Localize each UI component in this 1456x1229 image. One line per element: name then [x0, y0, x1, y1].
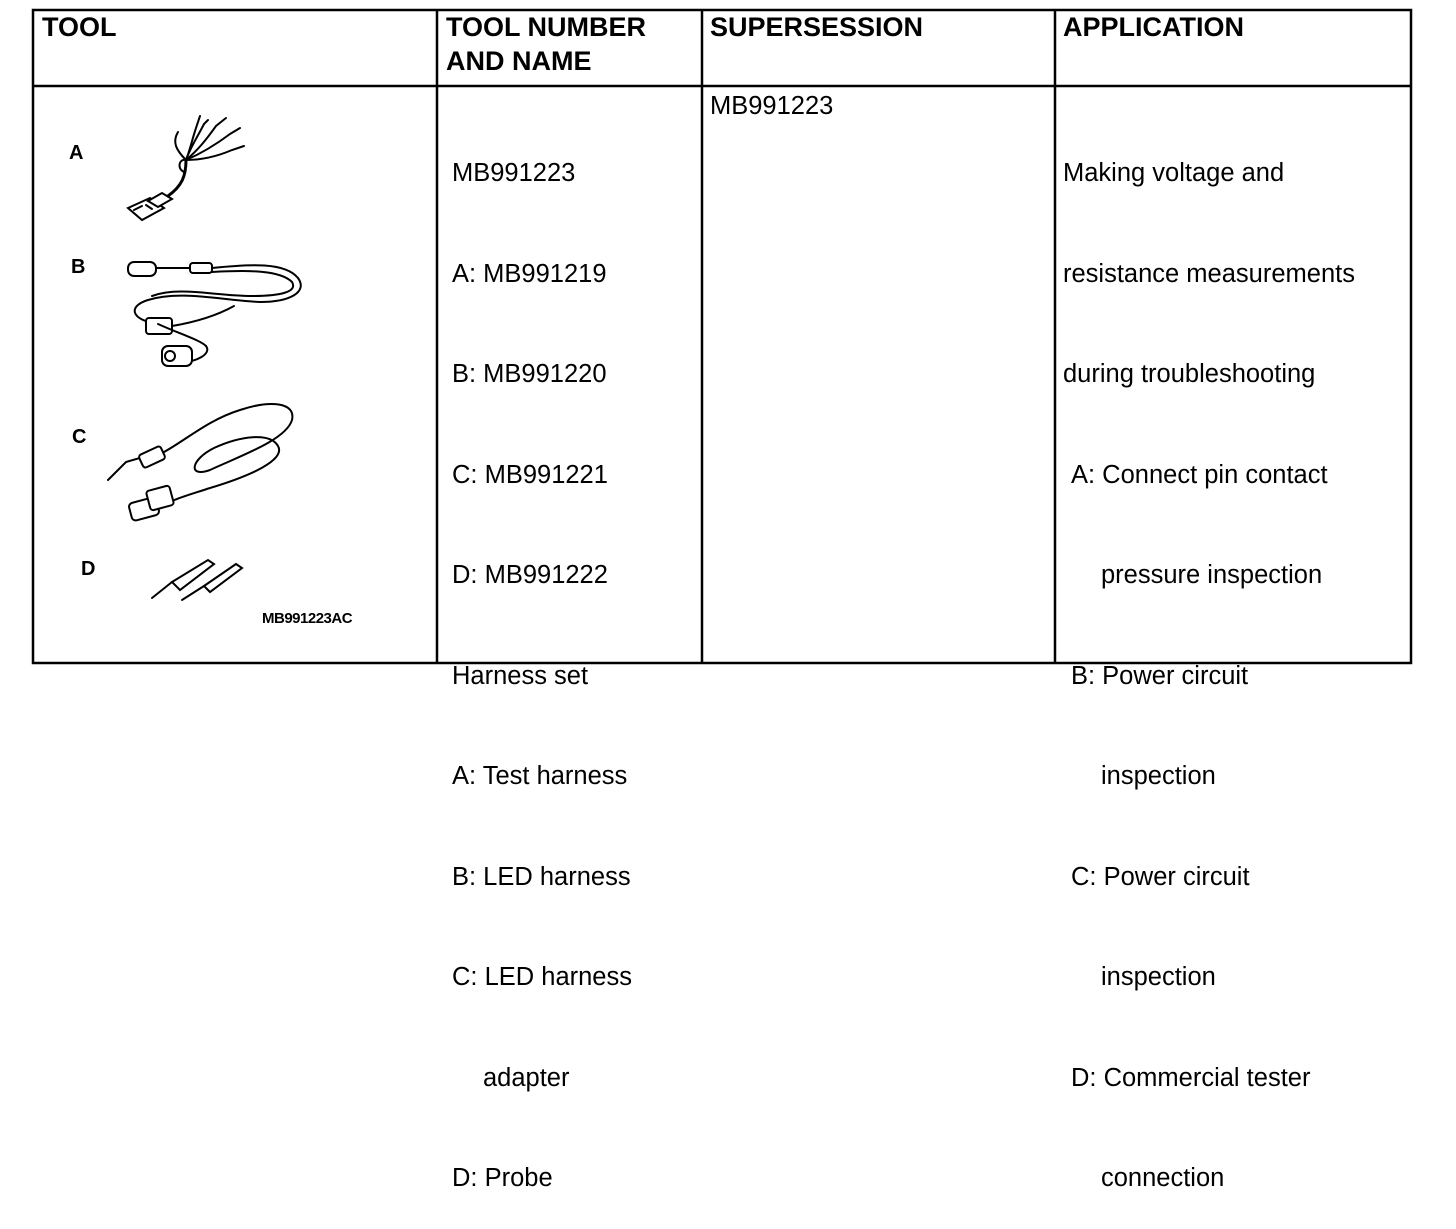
- tool-illustrations: [0, 0, 437, 663]
- tool-number-line: D: MB991222: [452, 561, 608, 589]
- header-supersession: SUPERSESSION: [710, 12, 924, 42]
- header-application: APPLICATION: [1063, 12, 1244, 42]
- probe-icon: [152, 560, 242, 600]
- application-line: A: Connect pin contact: [1071, 460, 1328, 489]
- application-line: inspection: [1101, 963, 1216, 991]
- supersession-cell: MB991223: [710, 92, 834, 120]
- application-line: resistance measurements: [1063, 259, 1355, 288]
- tool-label-d: D: [81, 558, 96, 580]
- tool-number-line: MB991223: [452, 159, 576, 187]
- tool-number-line: Harness set: [452, 661, 589, 690]
- tool-number-line: C: LED harness: [452, 963, 632, 991]
- led-harness-adapter-icon: [108, 404, 292, 521]
- application-line: Making voltage and: [1063, 159, 1285, 187]
- application-line: inspection: [1101, 762, 1216, 790]
- tool-number-line: adapter: [483, 1063, 570, 1092]
- tool-number-cell: [452, 90, 632, 1229]
- tool-label-b: B: [71, 256, 86, 278]
- tool-number-line: A: Test harness: [452, 762, 628, 790]
- application-line: C: Power circuit: [1071, 862, 1250, 891]
- application-line: pressure inspection: [1101, 561, 1323, 589]
- header-tool-number-line1: TOOL NUMBER: [446, 12, 647, 42]
- application-cell: [1063, 90, 1355, 1229]
- application-line: during troubleshooting: [1063, 360, 1316, 388]
- illustration-code: MB991223AC: [262, 610, 353, 627]
- tool-number-line: D: Probe: [452, 1164, 553, 1192]
- tool-number-line: C: MB991221: [452, 460, 608, 489]
- tool-number-line: B: LED harness: [452, 862, 631, 891]
- application-line: connection: [1101, 1164, 1225, 1192]
- tool-number-line: B: MB991220: [452, 360, 607, 388]
- test-harness-icon: [128, 116, 244, 220]
- header-tool: TOOL: [42, 12, 117, 42]
- tool-label-a: A: [69, 142, 84, 164]
- application-line: D: Commercial tester: [1071, 1063, 1311, 1092]
- tool-number-line: A: MB991219: [452, 259, 607, 288]
- led-harness-icon: [128, 262, 301, 366]
- tool-label-c: C: [72, 426, 87, 448]
- header-tool-number: [446, 10, 646, 78]
- header-tool-number-line2: AND NAME: [446, 46, 592, 76]
- application-line: B: Power circuit: [1071, 661, 1249, 690]
